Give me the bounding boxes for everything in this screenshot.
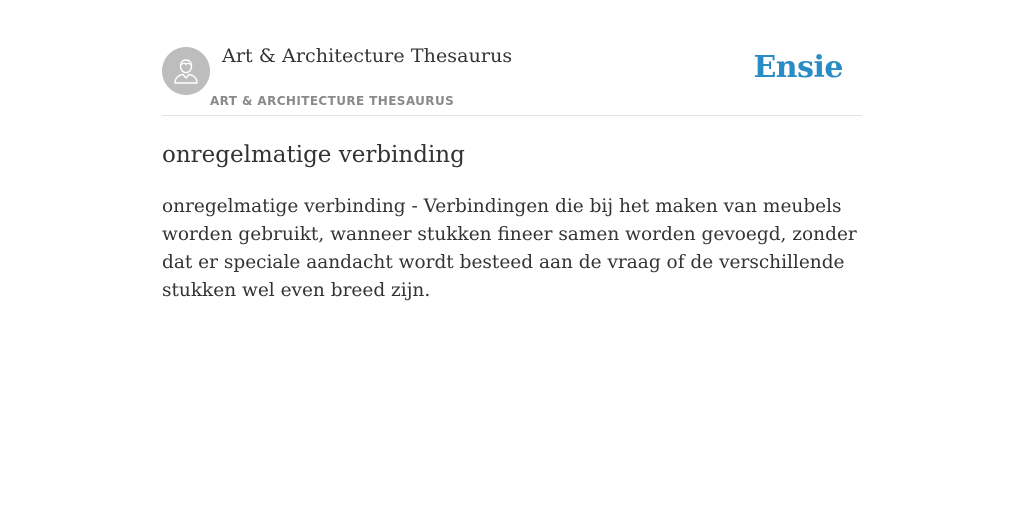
source-subtitle: ART & ARCHITECTURE THESAURUS [210,94,455,108]
definition-text: onregelmatige verbinding - Verbindingen die bij het maken van meubels worden gebruikt, wanneer stukken fineer samen worden gevoegd, zonder dat er speciale aandacht wordt besteed aan de vraag of de verschillende stukken wel even breed zijn. [162,195,857,301]
page-title: onregelmatige verbinding [162,142,465,168]
entry-card [162,0,862,305]
ensie-logo[interactable]: Ensie [753,50,843,85]
user-silhouette-icon [171,56,201,86]
avatar[interactable] [162,47,210,95]
source-header [162,0,862,116]
source-title[interactable]: Art & Architecture Thesaurus [222,45,513,67]
